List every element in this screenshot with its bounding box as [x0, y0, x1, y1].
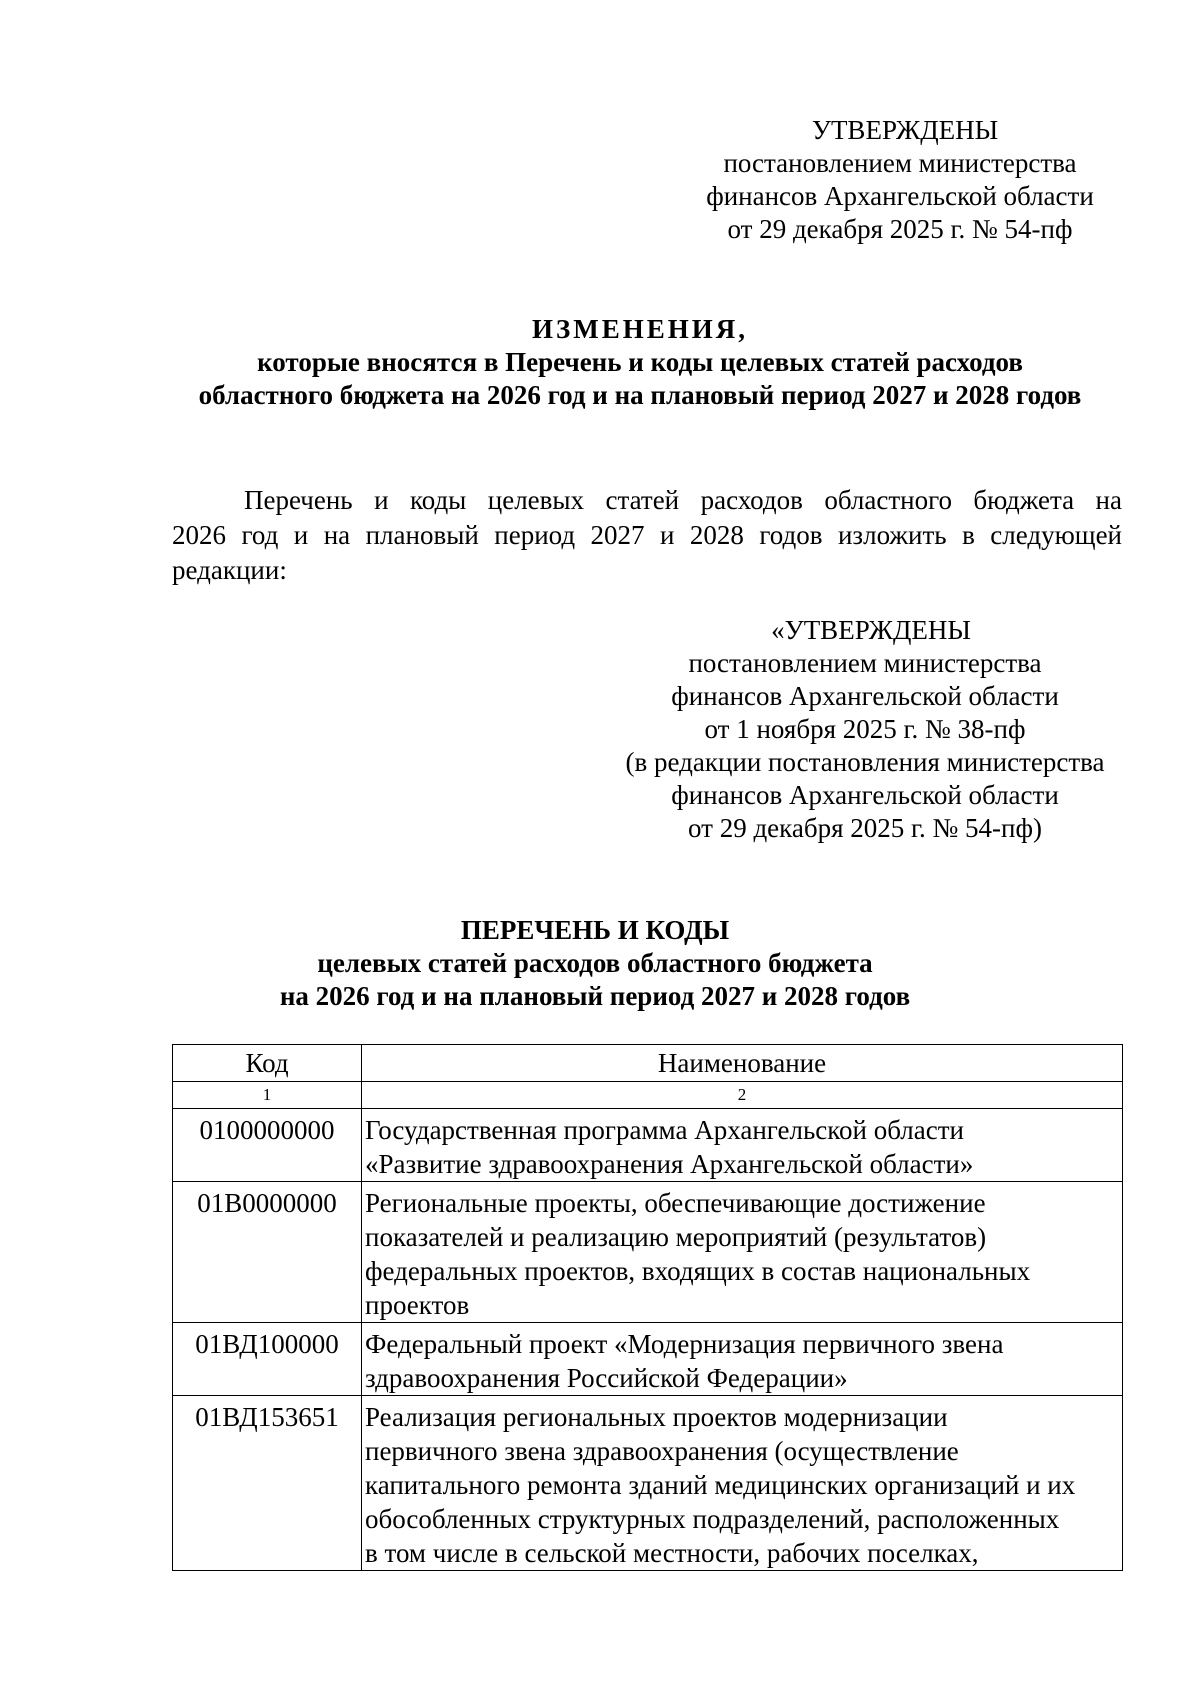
row-name-line: «Развитие здравоохранения Архангельской области»: [365, 1149, 974, 1179]
approval-heading: УТВЕРЖДЕНЫ: [811, 115, 999, 145]
approval-block-inner: [600, 614, 1130, 845]
body-paragraph: [172, 483, 1122, 588]
table-header-row: [173, 1045, 1123, 1082]
row-name-line: проектов: [365, 1290, 470, 1320]
row-name: [362, 1182, 1123, 1323]
row-name: [362, 1396, 1123, 1571]
approval-block-top: [690, 114, 1110, 246]
list-heading: ПЕРЕЧЕНЬ И КОДЫ: [460, 915, 730, 945]
row-name-line: здравоохранения Российской Федерации»: [365, 1363, 848, 1393]
row-code: 01В0000000: [173, 1182, 362, 1323]
approval-line: от 29 декабря 2025 г. № 54-пф): [688, 813, 1042, 843]
paragraph-line: редакции:: [172, 555, 287, 585]
row-name-line: Федеральный проект «Модернизация первичного звена: [365, 1329, 1004, 1359]
changes-heading: ИЗМЕНЕНИЯ,: [531, 314, 748, 344]
approval-line: финансов Архангельской области: [671, 780, 1059, 810]
row-code: 01ВД100000: [173, 1323, 362, 1396]
row-name: [362, 1323, 1123, 1396]
changes-subtitle-line: которые вносятся в Перечень и коды целевых статей расходов: [257, 347, 1023, 377]
row-code: 0100000000: [173, 1109, 362, 1182]
row-code: 01ВД153651: [173, 1396, 362, 1571]
changes-title: [160, 313, 1120, 412]
approval-line: постановлением министерства: [688, 648, 1042, 678]
header-code: Код: [173, 1045, 362, 1082]
list-title: [150, 914, 1040, 1013]
paragraph-line: 2026 год и на плановый период 2027 и 2028 годов изложить в следующей: [172, 520, 1122, 550]
row-name-line: федеральных проектов, входящих в состав национальных: [365, 1256, 1031, 1286]
column-number: 2: [362, 1082, 1123, 1109]
row-name-line: Региональные проекты, обеспечивающие достижение: [365, 1188, 986, 1218]
header-name: Наименование: [362, 1045, 1123, 1082]
row-name-line: капитального ремонта зданий медицинских организаций и их: [365, 1470, 1076, 1500]
changes-subtitle-line: областного бюджета на 2026 год и на плановый период 2027 и 2028 годов: [198, 380, 1082, 410]
column-number: 1: [173, 1082, 362, 1109]
row-name-line: в том числе в сельской местности, рабочих поселках,: [365, 1538, 979, 1568]
table-row: [173, 1109, 1123, 1182]
table-row: [173, 1396, 1123, 1571]
codes-table: [172, 1044, 1123, 1571]
row-name-line: первичного звена здравоохранения (осуществление: [365, 1436, 959, 1466]
list-subtitle-line: на 2026 год и на плановый период 2027 и 2028 годов: [279, 981, 911, 1011]
approval-line: финансов Архангельской области: [706, 181, 1094, 211]
row-name-line: обособленных структурных подразделений, расположенных: [365, 1504, 1060, 1534]
table-row: [173, 1323, 1123, 1396]
approval-line: от 29 декабря 2025 г. № 54-пф: [727, 214, 1073, 244]
approval-line: финансов Архангельской области: [671, 681, 1059, 711]
row-name: [362, 1109, 1123, 1182]
list-subtitle-line: целевых статей расходов областного бюджета: [317, 948, 873, 978]
paragraph-line: Перечень и коды целевых статей расходов областного бюджета на: [244, 485, 1122, 515]
approval-line: (в редакции постановления министерства: [625, 747, 1105, 777]
column-number-row: [173, 1082, 1123, 1109]
approval-line: постановлением министерства: [723, 148, 1077, 178]
approval-line: от 1 ноября 2025 г. № 38-пф: [704, 714, 1026, 744]
row-name-line: показателей и реализацию мероприятий (результатов): [365, 1222, 987, 1252]
approval-heading: «УТВЕРЖДЕНЫ: [771, 615, 971, 645]
row-name-line: Реализация региональных проектов модернизации: [365, 1402, 948, 1432]
row-name-line: Государственная программа Архангельской области: [365, 1115, 964, 1145]
table-row: [173, 1182, 1123, 1323]
